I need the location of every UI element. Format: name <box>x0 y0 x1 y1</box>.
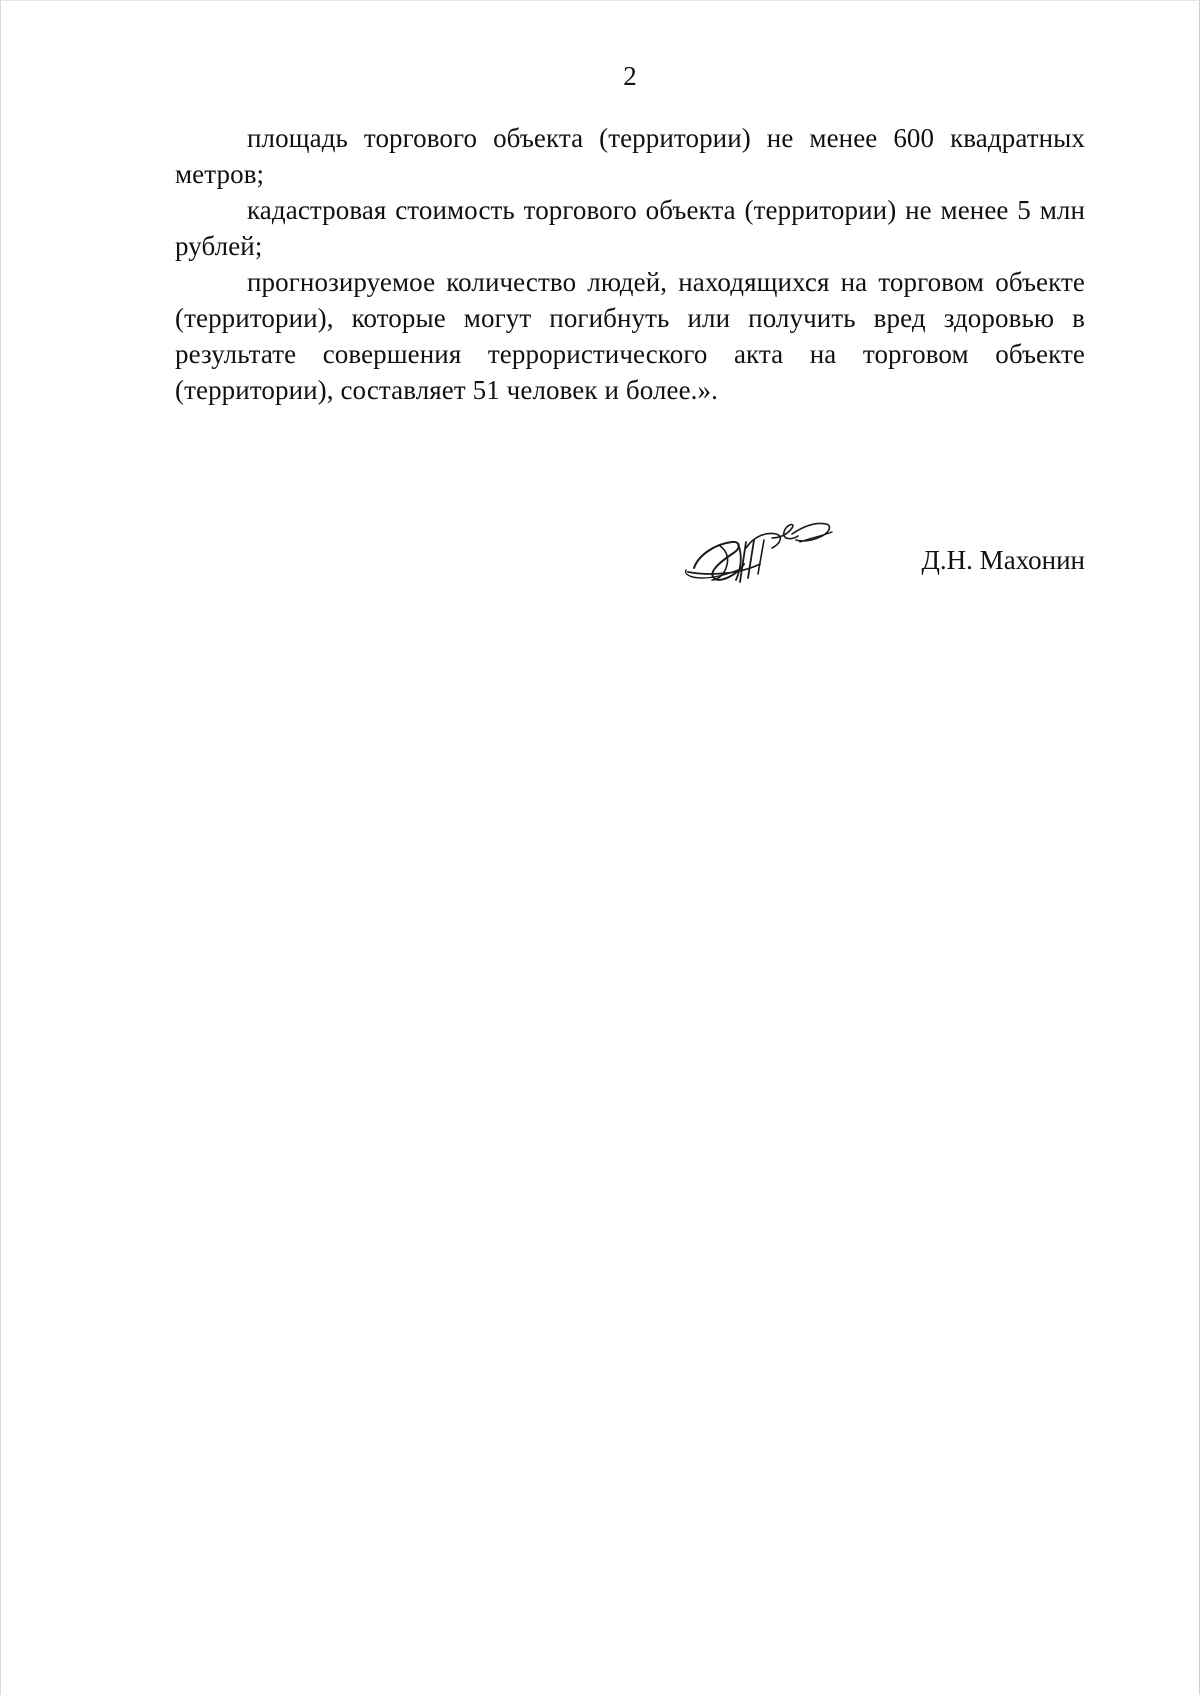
signature-block <box>680 520 1085 600</box>
paragraph-min-area: площадь торгового объекта (территории) не менее 600 квадратных метров; <box>175 123 1085 189</box>
handwritten-signature-icon <box>680 514 860 594</box>
page-number: 2 <box>623 61 637 91</box>
document-body <box>175 120 1085 408</box>
signer-name: Д.Н. Махонин <box>921 545 1085 575</box>
paragraph-expected-people: прогнозируемое количество людей, находящихся на торговом объекте (территории), которые могут погибнуть или получить вред здоровью в результате совершения террористического акта на торговом объекте (территории), составляет 51 человек и более.». <box>175 267 1085 405</box>
paragraph-cadastral-value: кадастровая стоимость торгового объекта (территории) не менее 5 млн рублей; <box>175 195 1085 261</box>
